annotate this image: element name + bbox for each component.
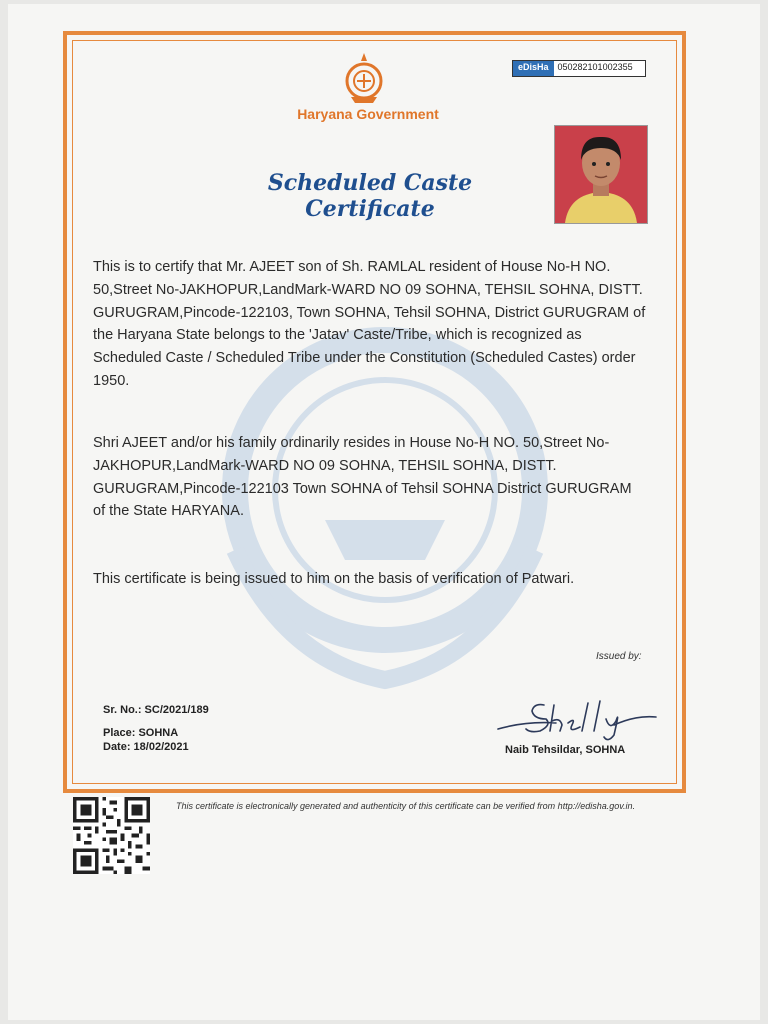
edisha-number: 050282101002355 — [554, 61, 645, 76]
government-title: Haryana Government — [297, 106, 439, 122]
edisha-logo: eDisHa — [513, 61, 554, 76]
residence-paragraph: Shri AJEET and/or his family ordinarily resides in House No-H NO. 50,Street No-JAKHOPUR,LandMark-WARD NO 09 SOHNA, TEHSIL SOHNA, DISTT. GURUGRAM,Pincode-122103 Town SOHNA of Tehsil SOHNA District GURUGRAM of the State HARYANA. — [93, 435, 632, 520]
haryana-emblem-icon — [343, 51, 385, 105]
edisha-badge — [512, 60, 646, 77]
signature — [496, 695, 664, 745]
issued-by-label: Issued by: — [596, 651, 642, 662]
applicant-photo — [554, 125, 648, 224]
issue-date: Date: 18/02/2021 — [103, 741, 189, 753]
place: Place: SOHNA — [103, 727, 179, 739]
certificate-title: Scheduled Caste Certificate — [267, 170, 473, 222]
certification-paragraph: This is to certify that Mr. AJEET son of Sh. RAMLAL resident of House No-H NO. 50,Street No-JAKHOPUR,LandMark-WARD NO 09 SOHNA, TEHSIL SOHNA, DISTT. GURUGRAM,Pincode-122103, Town SOHNA, Tehsil SOHNA, District GURUGRAM of the Haryana State belongs to the 'Jatav' Caste/Tribe, which is recognized as Scheduled Caste / Scheduled Tribe under the Constitution (Scheduled Castes) order 1950. — [93, 259, 646, 389]
verification-paragraph: This certificate is being issued to him on the basis of verification of Patwari. — [93, 571, 575, 587]
serial-number: Sr. No.: SC/2021/189 — [103, 704, 209, 716]
verification-qr-code-icon — [73, 797, 150, 874]
authenticity-note: This certificate is electronically generated and authenticity of this certificate can be verified from http://edisha.gov.in. — [176, 801, 636, 811]
signatory-designation: Naib Tehsildar, SOHNA — [505, 744, 626, 756]
